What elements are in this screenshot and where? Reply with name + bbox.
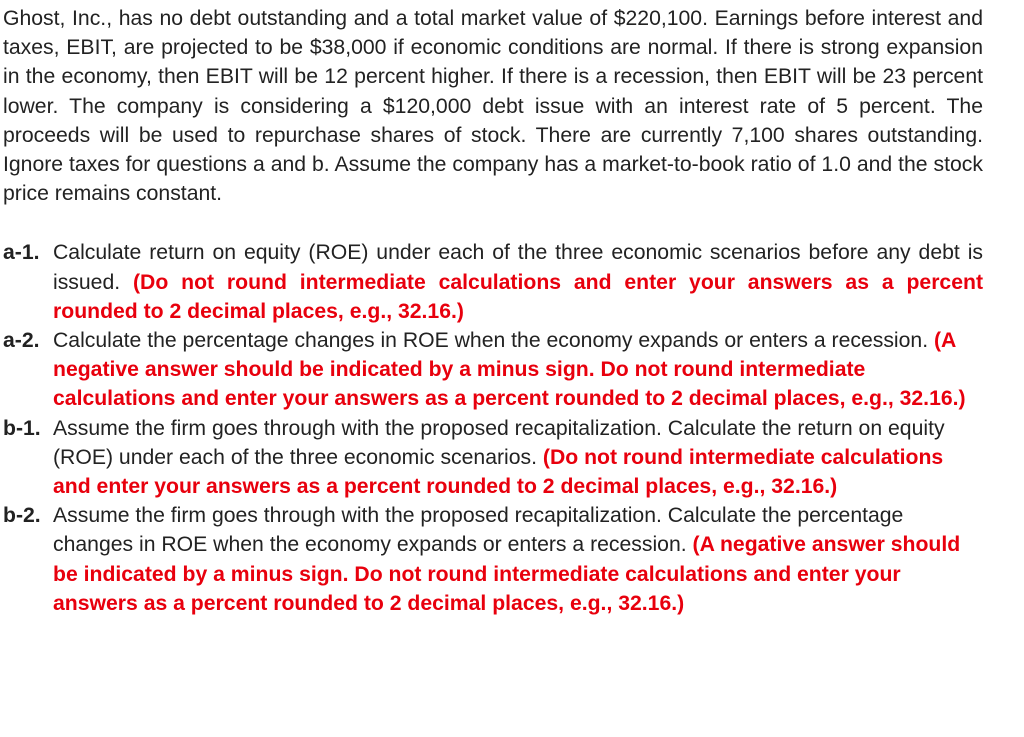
question-a2	[3, 326, 983, 414]
question-label: a-2.	[3, 329, 40, 353]
rounding-instruction: (Do not round intermediate calculations and enter your answers as a percent rounded to 2 decimal places, e.g., 32.16.)	[53, 270, 983, 323]
question-text: Calculate the percentage changes in ROE when the economy expands or enters a recession.	[53, 329, 934, 353]
question-b1	[3, 414, 983, 502]
question-body	[53, 238, 983, 326]
question-list	[3, 238, 983, 618]
question-a1	[3, 238, 983, 326]
rounding-instruction: (A negative answer should be indicated by a minus sign. Do not round intermediate calculations and enter your answers as a percent rounded to 2 decimal places, e.g., 32.16.)	[53, 533, 961, 615]
question-label: a-1.	[3, 241, 40, 265]
question-body	[53, 326, 983, 414]
question-text: Assume the firm goes through with the proposed recapitalization. Calculate the return on equity (ROE) under each of the three economic scenarios.	[53, 416, 945, 469]
question-text: Assume the firm goes through with the proposed recapitalization. Calculate the percentage changes in ROE when the economy expands or enters a recession.	[53, 504, 904, 557]
question-body	[53, 501, 983, 618]
question-b2	[3, 501, 983, 618]
rounding-instruction: (A negative answer should be indicated by a minus sign. Do not round intermediate calculations and enter your answers as a percent rounded to 2 decimal places, e.g., 32.16.)	[53, 329, 966, 411]
question-body	[53, 414, 983, 502]
question-label: b-2.	[3, 504, 41, 528]
problem-statement: Ghost, Inc., has no debt outstanding and a total market value of $220,100. Earnings before interest and taxes, EBIT, are projected to be $38,000 if economic conditions are normal. If there is strong expansion in the economy, then EBIT will be 12 percent higher. If there is a recession, then EBIT will be 23 percent lower. The company is considering a $120,000 debt issue with an interest rate of 5 percent. The proceeds will be used to repurchase shares of stock. There are currently 7,100 shares outstanding. Ignore taxes for questions a and b. Assume the company has a market-to-book ratio of 1.0 and the stock price remains constant.	[3, 7, 983, 206]
question-label: b-1.	[3, 416, 41, 440]
question-text: Calculate return on equity (ROE) under each of the three economic scenarios before any debt is issued.	[53, 241, 983, 294]
rounding-instruction: (Do not round intermediate calculations and enter your answers as a percent rounded to 2 decimal places, e.g., 32.16.)	[53, 445, 944, 499]
